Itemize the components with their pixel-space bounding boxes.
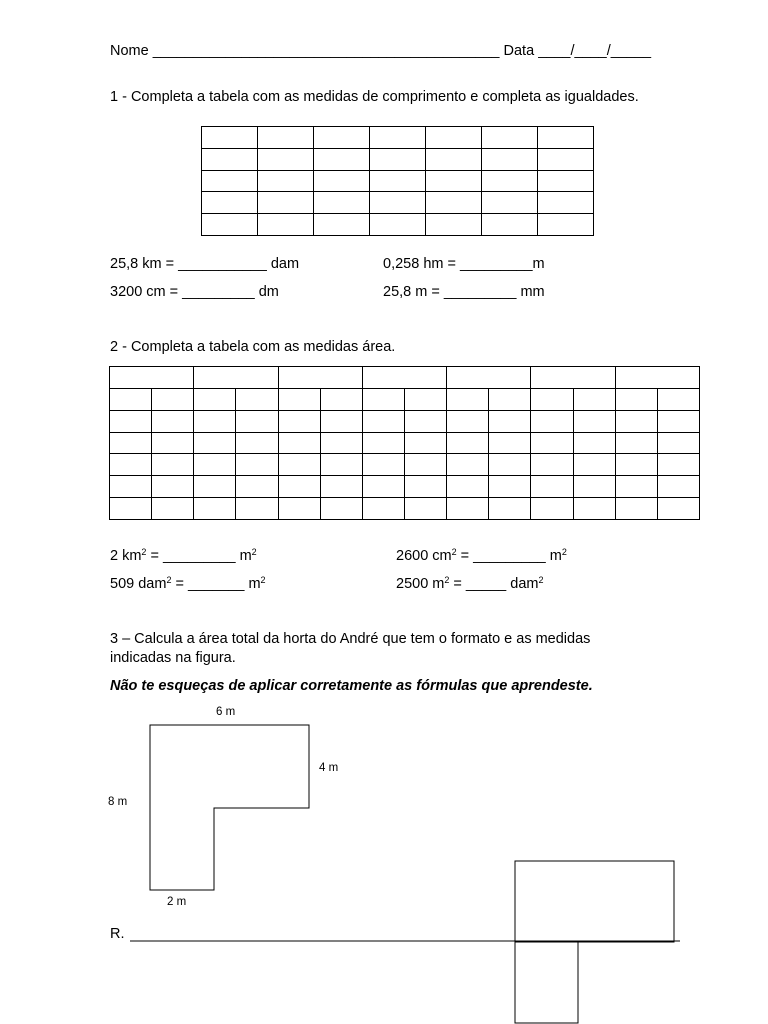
name-label: Nome <box>110 43 149 59</box>
q3-title-line-1: 3 – Calcula a área total da horta do André que tem o formato e as medidas <box>110 631 591 647</box>
l-shape-figure <box>150 725 309 890</box>
q2-equation-4: 2500 $m^2$ = _____ dam$^2$ <box>396 575 544 592</box>
dim-bottom: 2 m <box>167 896 187 908</box>
overlay-stem <box>515 942 578 1023</box>
q1-equation-4: 25,8 m = _________ mm <box>383 284 545 300</box>
q1-equation-1: 25,8 km = ___________ dam <box>110 256 300 272</box>
overlay-rectangle <box>515 861 674 942</box>
dim-right: 4 m <box>319 762 339 774</box>
q1-equation-3: 3200 cm = _________ dm <box>110 284 279 300</box>
dim-top: 6 m <box>216 706 236 718</box>
q1-equation-2: 0,258 hm = _________m <box>383 256 545 272</box>
q3-title-line-2: indicadas na figura. <box>110 650 236 666</box>
q2-equation-1: 2 $km^2$ = _________ $m^2$ <box>110 547 257 564</box>
q2-equation-3: 509 dam$^2$ = _______ $m^2$ <box>110 575 266 592</box>
answer-label: R. <box>110 926 125 942</box>
q2-title: 2 - Completa a tabela com as medidas área. <box>110 339 396 355</box>
date-label: Data <box>503 43 535 59</box>
q3-note: Não te esqueças de aplicar corretamente as fórmulas que aprendeste. <box>110 678 593 694</box>
name-blank[interactable]: ___________________________________________ <box>152 43 500 59</box>
q2-equation-2: 2600 $cm^2$ = _________ $m^2$ <box>396 547 567 564</box>
q1-title: 1 - Completa a tabela com as medidas de comprimento e completa as igualdades. <box>110 89 639 105</box>
date-blanks[interactable]: ____/____/_____ <box>538 43 652 59</box>
dim-left: 8 m <box>108 796 128 808</box>
